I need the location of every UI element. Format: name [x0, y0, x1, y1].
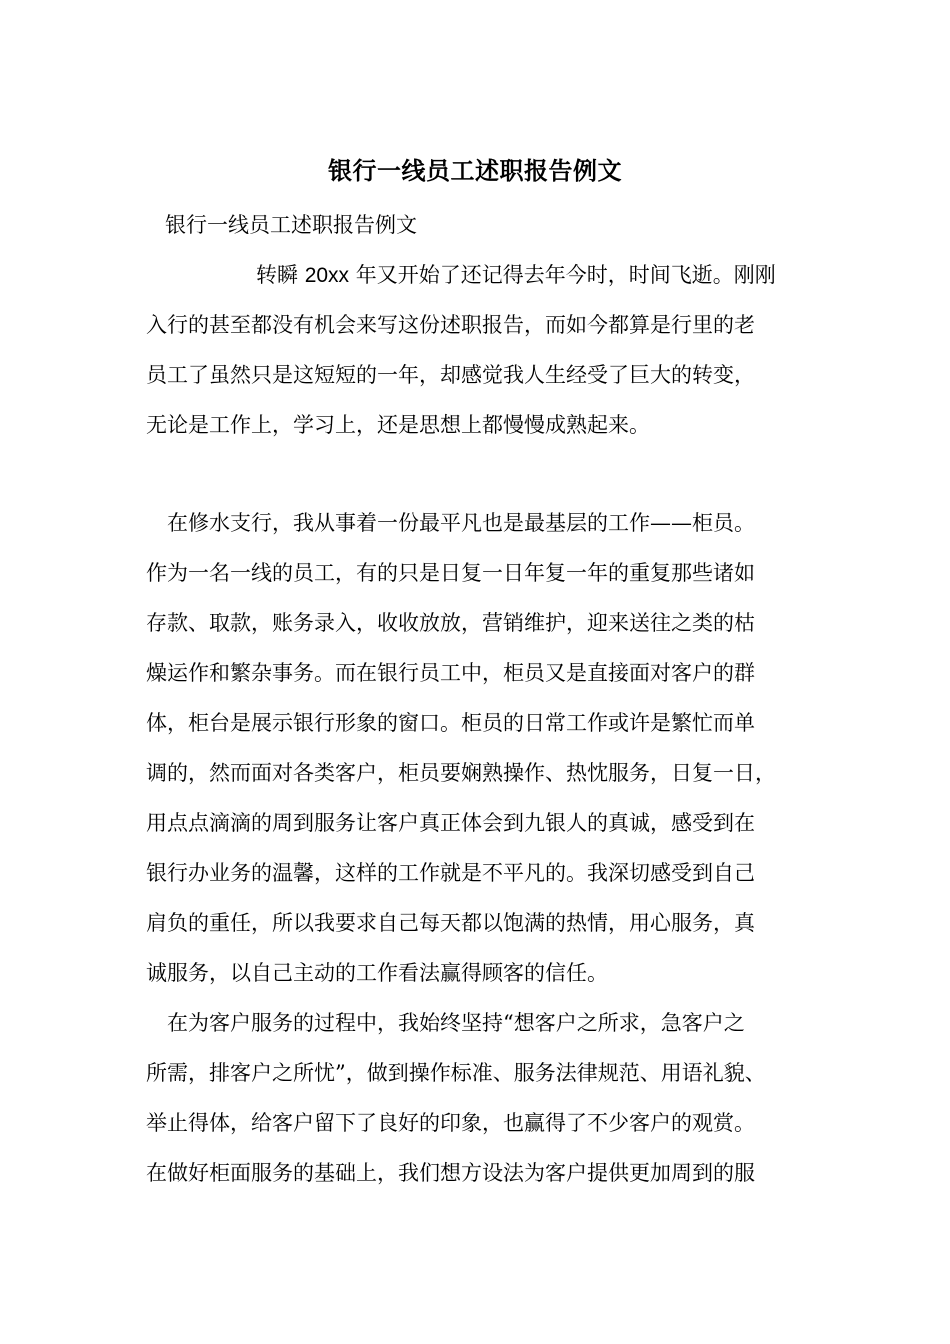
paragraph-3-line-2: 所需，排客户之所忧”，做到操作标准、服务法律规范、用语礼貌、: [146, 1061, 766, 1085]
paragraph-1-line-3: 员工了虽然只是这短短的一年，却感觉我人生经受了巨大的转变，: [146, 363, 755, 387]
paragraph-2-line-3: 存款、取款，账务录入，收收放放，营销维护，迎来送往之类的枯: [146, 611, 755, 635]
paragraph-1-year: 20xx: [304, 264, 350, 287]
paragraph-2-line-4: 燥运作和繁杂事务。而在银行员工中，柜员又是直接面对客户的群: [146, 661, 755, 685]
paragraph-2-line-5: 体，柜台是展示银行形象的窗口。柜员的日常工作或许是繁忙而单: [146, 711, 755, 735]
paragraph-2-line-8: 银行办业务的温馨，这样的工作就是不平凡的。我深切感受到自己: [146, 861, 755, 885]
paragraph-1-line-1: [256, 258, 776, 293]
paragraph-2-line-10: 诚服务，以自己主动的工作看法赢得顾客的信任。: [146, 961, 608, 985]
paragraph-2-line-1: 在修水支行，我从事着一份最平凡也是最基层的工作——柜员。: [167, 511, 755, 535]
document-title: 银行一线员工述职报告例文: [328, 156, 622, 185]
paragraph-2-line-2: 作为一名一线的员工，有的只是日复一日年复一年的重复那些诸如: [146, 561, 755, 585]
paragraph-1-line-4: 无论是工作上，学习上，还是思想上都慢慢成熟起来。: [146, 413, 650, 437]
paragraph-1-line-1-suffix: 年又开始了还记得去年今时，时间飞逝。刚刚: [349, 263, 776, 287]
paragraph-2-line-9: 肩负的重任，所以我要求自己每天都以饱满的热情，用心服务，真: [146, 911, 755, 935]
paragraph-3-line-1: 在为客户服务的过程中，我始终坚持“想客户之所求，急客户之: [167, 1011, 745, 1035]
paragraph-2-line-6: 调的，然而面对各类客户，柜员要娴熟操作、热忱服务，日复一日，: [146, 761, 776, 785]
paragraph-3-line-3: 举止得体，给客户留下了良好的印象，也赢得了不少客户的观赏。: [146, 1111, 755, 1135]
paragraph-3-line-4: 在做好柜面服务的基础上，我们想方设法为客户提供更加周到的服: [146, 1161, 755, 1185]
paragraph-1-line-1-prefix: 转瞬: [256, 263, 305, 287]
paragraph-1-line-2: 入行的甚至都没有机会来写这份述职报告，而如今都算是行里的老: [146, 313, 755, 337]
document-subtitle: 银行一线员工述职报告例文: [165, 213, 417, 237]
paragraph-2-line-7: 用点点滴滴的周到服务让客户真正体会到九银人的真诚，感受到在: [146, 811, 755, 835]
